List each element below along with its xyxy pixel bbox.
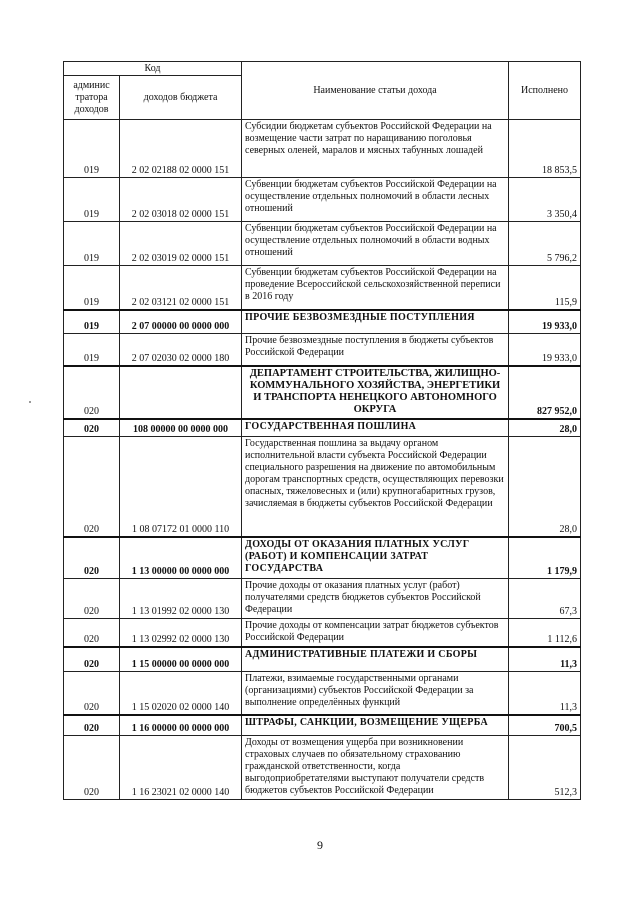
budget-code-cell: 2 07 02030 02 0000 180 — [120, 334, 242, 366]
income-name-cell: Доходы от возмещения ущерба при возникновении страховых случаев по обязательному страхованию гражданской ответственности, когда выгодоприобретателями выступают получатели средств бюджетов субъектов Российской Федерации — [242, 735, 509, 799]
table-row — [64, 437, 581, 537]
budget-code-cell: 1 13 00000 00 0000 000 — [120, 537, 242, 579]
header-budget-income: доходов бюджета — [120, 76, 242, 120]
executed-amount-cell: 11,3 — [509, 647, 581, 671]
income-name-cell: Прочие доходы от компенсации затрат бюджетов субъектов Российской Федерации — [242, 619, 509, 648]
executed-amount-cell: 19 933,0 — [509, 334, 581, 366]
executed-amount-cell: 67,3 — [509, 579, 581, 619]
income-name-cell: Платежи, взимаемые государственными органами (организациями) субъектов Российской Федерации за выполнение определённых функций — [242, 671, 509, 715]
executed-amount-cell: 11,3 — [509, 671, 581, 715]
table-row — [64, 579, 581, 619]
executed-amount-cell: 5 796,2 — [509, 222, 581, 266]
admin-code-cell: 019 — [64, 334, 120, 366]
table-row — [64, 671, 581, 715]
income-name-cell: ДОХОДЫ ОТ ОКАЗАНИЯ ПЛАТНЫХ УСЛУГ (РАБОТ) И КОМПЕНСАЦИИ ЗАТРАТ ГОСУДАРСТВА — [242, 537, 509, 579]
admin-code-cell: 020 — [64, 366, 120, 419]
income-name-cell: Субвенции бюджетам субъектов Российской Федерации на проведение Всероссийской сельскохозяйственной переписи в 2016 году — [242, 266, 509, 310]
admin-code-cell: 019 — [64, 222, 120, 266]
table-row — [64, 222, 581, 266]
income-name-cell: ДЕПАРТАМЕНТ СТРОИТЕЛЬСТВА, ЖИЛИЩНО-КОММУНАЛЬНОГО ХОЗЯЙСТВА, ЭНЕРГЕТИКИ И ТРАНСПОРТА НЕНЕЦКОГО АВТОНОМНОГО ОКРУГА — [242, 366, 509, 419]
revenue-table — [63, 61, 581, 800]
income-name-cell: Субсидии бюджетам субъектов Российской Федерации на возмещение части затрат по наращиванию поголовья северных оленей, маралов и мясных табунных лошадей — [242, 120, 509, 178]
budget-code-cell: 1 13 01992 02 0000 130 — [120, 579, 242, 619]
header-row-code — [64, 62, 581, 76]
table-row — [64, 310, 581, 334]
table-row — [64, 120, 581, 178]
budget-code-cell: 2 07 00000 00 0000 000 — [120, 310, 242, 334]
executed-amount-cell: 1 112,6 — [509, 619, 581, 648]
table-row — [64, 647, 581, 671]
budget-code-cell: 1 15 00000 00 0000 000 — [120, 647, 242, 671]
admin-code-cell: 020 — [64, 579, 120, 619]
budget-code-cell: 1 16 00000 00 0000 000 — [120, 715, 242, 735]
admin-code-cell: 019 — [64, 310, 120, 334]
table-row — [64, 715, 581, 735]
budget-code-cell: 1 16 23021 02 0000 140 — [120, 735, 242, 799]
table-row — [64, 537, 581, 579]
table-row — [64, 735, 581, 799]
executed-amount-cell: 3 350,4 — [509, 178, 581, 222]
admin-code-cell: 020 — [64, 437, 120, 537]
budget-code-cell: 108 00000 00 0000 000 — [120, 419, 242, 437]
income-name-cell: Прочие доходы от оказания платных услуг (работ) получателями средств бюджетов субъектов Российской Федерации — [242, 579, 509, 619]
admin-code-cell: 020 — [64, 537, 120, 579]
admin-code-cell: 020 — [64, 715, 120, 735]
table-row — [64, 334, 581, 366]
admin-code-cell: 020 — [64, 619, 120, 648]
budget-code-cell: 2 02 03018 02 0000 151 — [120, 178, 242, 222]
executed-amount-cell: 115,9 — [509, 266, 581, 310]
income-name-cell: АДМИНИСТРАТИВНЫЕ ПЛАТЕЖИ И СБОРЫ — [242, 647, 509, 671]
table-row — [64, 266, 581, 310]
page-number: 9 — [317, 838, 323, 852]
table-row — [64, 366, 581, 419]
income-name-cell: Субвенции бюджетам субъектов Российской Федерации на осуществление отдельных полномочий в области лесных отношений — [242, 178, 509, 222]
admin-code-cell: 020 — [64, 647, 120, 671]
income-name-cell: Субвенции бюджетам субъектов Российской Федерации на осуществление отдельных полномочий в области водных отношений — [242, 222, 509, 266]
income-name-cell: ПРОЧИЕ БЕЗВОЗМЕЗДНЫЕ ПОСТУПЛЕНИЯ — [242, 310, 509, 334]
admin-code-cell: 019 — [64, 178, 120, 222]
executed-amount-cell: 827 952,0 — [509, 366, 581, 419]
executed-amount-cell: 19 933,0 — [509, 310, 581, 334]
header-admin: админис тратора доходов — [64, 76, 120, 120]
scan-speck — [29, 401, 31, 403]
executed-amount-cell: 28,0 — [509, 419, 581, 437]
budget-code-cell: 1 08 07172 01 0000 110 — [120, 437, 242, 537]
admin-code-cell: 020 — [64, 671, 120, 715]
budget-code-cell: 2 02 02188 02 0000 151 — [120, 120, 242, 178]
budget-code-cell: 1 15 02020 02 0000 140 — [120, 671, 242, 715]
executed-amount-cell: 512,3 — [509, 735, 581, 799]
header-code: Код — [64, 62, 242, 76]
table-row — [64, 178, 581, 222]
admin-code-cell: 019 — [64, 266, 120, 310]
admin-code-cell: 019 — [64, 120, 120, 178]
income-name-cell: Государственная пошлина за выдачу органом исполнительной власти субъекта Российской Федерации специального разрешения на движение по автомобильным дорогам транспортных средств, осуществляющих перевозки опасных, тяжеловесных и (или) крупногабаритных грузов, зачисляемая в бюджеты субъектов Российской Федерации — [242, 437, 509, 537]
admin-code-cell: 020 — [64, 735, 120, 799]
executed-amount-cell: 1 179,9 — [509, 537, 581, 579]
income-name-cell: ГОСУДАРСТВЕННАЯ ПОШЛИНА — [242, 419, 509, 437]
executed-amount-cell: 28,0 — [509, 437, 581, 537]
admin-code-cell: 020 — [64, 419, 120, 437]
header-income-name: Наименование статьи дохода — [242, 62, 509, 120]
budget-code-cell: 1 13 02992 02 0000 130 — [120, 619, 242, 648]
income-name-cell: ШТРАФЫ, САНКЦИИ, ВОЗМЕЩЕНИЕ УЩЕРБА — [242, 715, 509, 735]
header-executed: Исполнено — [509, 62, 581, 120]
table-row — [64, 419, 581, 437]
executed-amount-cell: 700,5 — [509, 715, 581, 735]
budget-code-cell: 2 02 03121 02 0000 151 — [120, 266, 242, 310]
executed-amount-cell: 18 853,5 — [509, 120, 581, 178]
table-row — [64, 619, 581, 648]
budget-code-cell: 2 02 03019 02 0000 151 — [120, 222, 242, 266]
budget-code-cell — [120, 366, 242, 419]
income-name-cell: Прочие безвозмездные поступления в бюджеты субъектов Российской Федерации — [242, 334, 509, 366]
